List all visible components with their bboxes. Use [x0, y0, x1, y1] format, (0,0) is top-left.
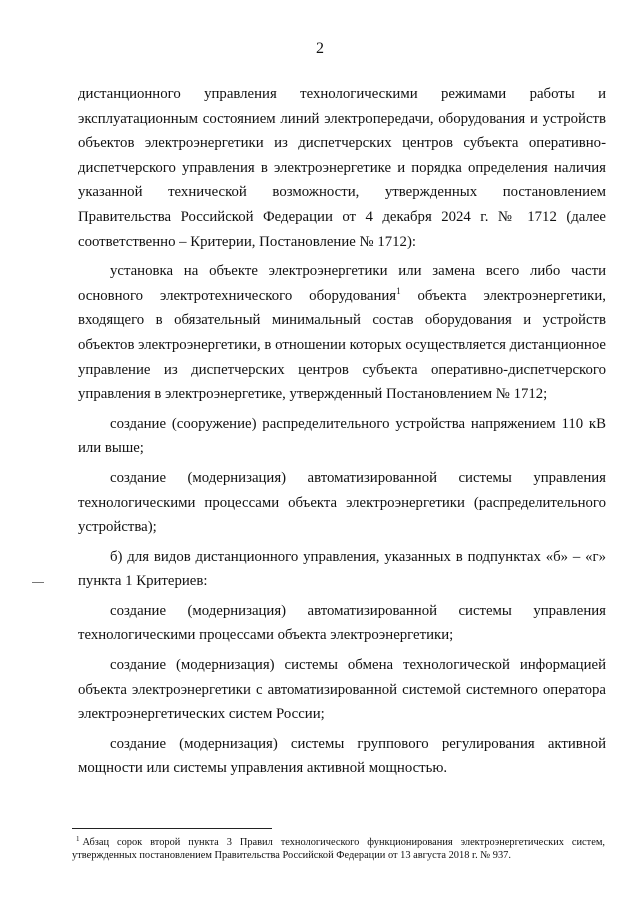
footnote-mark: 1	[76, 834, 80, 843]
paragraph-power-regulation-system: создание (модернизация) системы группового регулирования активной мощности или системы управления активной мощностью.	[78, 735, 606, 777]
footnote-separator	[72, 828, 272, 829]
paragraph-text: объекта электроэнергетики, входящего в обязательный минимальный состав оборудования и устройств объектов электроэнергетики, в отношении которых осуществляется дистанционное управление из диспетчерских центров субъекта оперативно-диспетчерского управления в электроэнергетике, утвержденный Постановлением № 1712;	[78, 287, 606, 403]
paragraph-text: установка на объекте электроэнергетики или замена всего либо части основного электротехнического оборудования	[78, 263, 606, 304]
paragraph-acs-creation: создание (модернизация) автоматизированной системы управления технологическими процессами объекта электроэнергетики (распределительного устройства);	[78, 469, 606, 536]
page-number: 2	[316, 40, 324, 57]
paragraph-item-b: б) для видов дистанционного управления, указанных в подпунктах «б» – «г» пункта 1 Критериев:	[78, 548, 606, 590]
paragraph-equipment-installation	[78, 259, 606, 407]
margin-mark	[32, 582, 44, 583]
footnote-text: Абзац сорок второй пункта 3 Правил технологического функционирования электроэнергетических систем, утвержденных постановлением Правительства Российской Федерации от 13 августа 2018 г. № 937.	[72, 837, 605, 861]
paragraph-acs-modernization: создание (модернизация) автоматизированной системы управления технологическими процессами объекта электроэнергетики;	[78, 602, 606, 644]
paragraph-criteria-reference: дистанционного управления технологическими режимами работы и эксплуатационным состоянием линий электропередачи, оборудования и устройств объектов электроэнергетики из диспетчерских центров субъекта оперативно-диспетчерского управления в электроэнергетике и порядка определения наличия указанной технической возможности, утвержденных постановлением Правительства Российской Федерации от 4 декабря 2024 г. № 1712 (далее соответственно – Критерии, Постановление № 1712):	[78, 86, 606, 250]
paragraph-switchgear-construction: создание (сооружение) распределительного устройства напряжением 110 кВ или выше;	[78, 415, 606, 457]
paragraph-info-exchange-system: создание (модернизация) системы обмена технологической информацией объекта электроэнергетики с автоматизированной системой системного оператора электроэнергетических систем России;	[78, 657, 606, 723]
footnote-reference: 1	[396, 285, 401, 296]
footnote	[72, 836, 605, 862]
document-body	[78, 82, 606, 781]
